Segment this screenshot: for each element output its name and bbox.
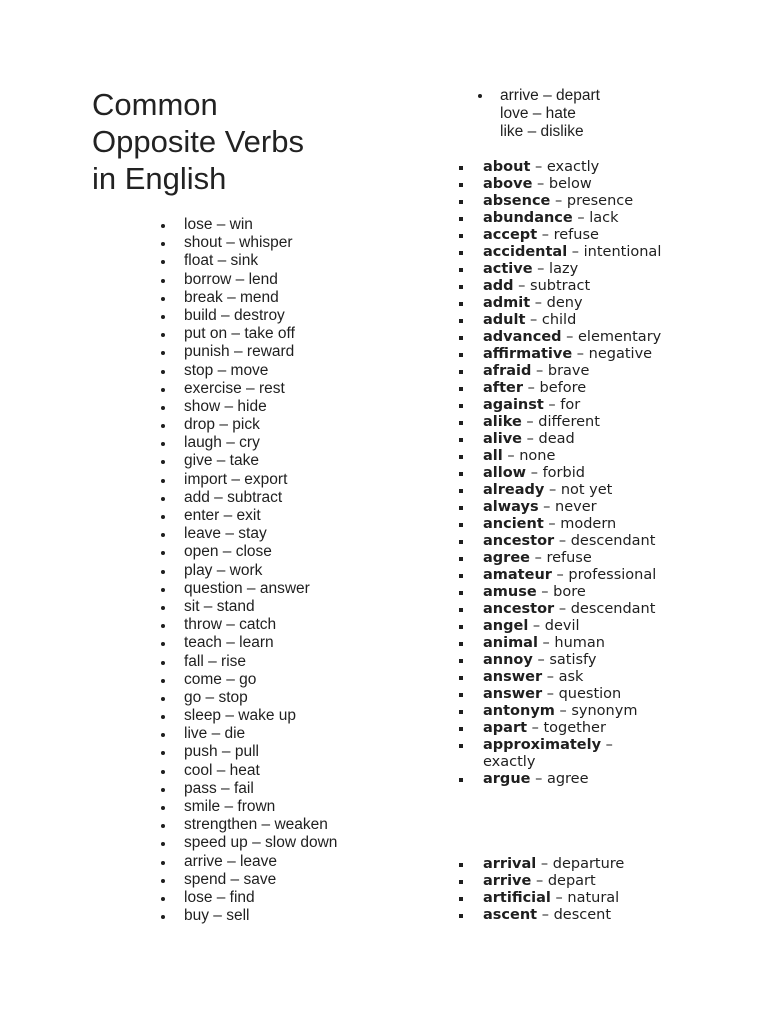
dash-separator: – bbox=[567, 244, 584, 260]
dash-separator: – bbox=[527, 720, 544, 736]
headword: amateur bbox=[483, 567, 552, 583]
opposite-item bbox=[458, 193, 663, 210]
dash-separator: – bbox=[551, 567, 569, 583]
dash-separator: – bbox=[530, 159, 547, 175]
opposites-list-a bbox=[458, 159, 663, 788]
dash-separator: – bbox=[544, 482, 561, 498]
dash-separator: – bbox=[536, 584, 554, 600]
opposite-word: satisfy bbox=[549, 652, 597, 668]
headword: alive bbox=[483, 431, 523, 447]
dash-separator: – bbox=[531, 873, 548, 889]
opposite-item bbox=[458, 329, 663, 346]
dash-separator: – bbox=[526, 465, 543, 481]
opposite-item bbox=[458, 601, 663, 618]
opposite-word: together bbox=[543, 720, 606, 736]
verb-pair-item: leave – stay bbox=[160, 525, 337, 543]
dash-separator: – bbox=[528, 618, 545, 634]
headword: ancient bbox=[483, 516, 544, 532]
opposite-word: lack bbox=[589, 210, 619, 226]
verb-pair-item: build – destroy bbox=[160, 307, 337, 325]
dash-separator: – bbox=[572, 210, 590, 226]
opposite-item bbox=[458, 686, 663, 703]
opposite-word: modern bbox=[560, 516, 617, 532]
headword: agree bbox=[483, 550, 530, 566]
headword: amuse bbox=[483, 584, 537, 600]
headword: adult bbox=[483, 312, 526, 328]
opposite-item bbox=[458, 635, 663, 652]
opposite-word: professional bbox=[568, 567, 657, 583]
opposite-word: before bbox=[539, 380, 587, 396]
headword: ancestor bbox=[483, 533, 555, 549]
verb-pair-item: question – answer bbox=[160, 580, 337, 598]
dash-separator: – bbox=[554, 533, 571, 549]
verb-pair-item: come – go bbox=[160, 671, 337, 689]
dash-separator: – bbox=[537, 227, 554, 243]
headword: answer bbox=[483, 669, 543, 685]
pair-line: love – hate bbox=[500, 105, 576, 122]
dash-separator: – bbox=[537, 907, 554, 923]
opposite-item bbox=[458, 499, 663, 516]
headword: absence bbox=[483, 193, 551, 209]
verb-pair-item: borrow – lend bbox=[160, 271, 337, 289]
dash-separator: – bbox=[525, 312, 542, 328]
opposite-item bbox=[458, 227, 663, 244]
opposite-item bbox=[458, 652, 663, 669]
opposite-word: departure bbox=[552, 856, 625, 872]
headword: argue bbox=[483, 771, 531, 787]
headword: afraid bbox=[483, 363, 532, 379]
opposite-item bbox=[458, 414, 663, 431]
dash-separator: – bbox=[537, 635, 555, 651]
title-line: Common bbox=[92, 87, 218, 122]
opposite-item bbox=[458, 159, 663, 176]
dash-separator: – bbox=[532, 652, 550, 668]
dash-separator: – bbox=[523, 380, 540, 396]
verb-pair-item: lose – win bbox=[160, 216, 337, 234]
opposite-word: exactly bbox=[483, 754, 536, 770]
headword: animal bbox=[483, 635, 538, 651]
headword: artificial bbox=[483, 890, 551, 906]
verb-pair-item: open – close bbox=[160, 543, 337, 561]
opposite-word: brave bbox=[547, 363, 590, 379]
dash-separator: – bbox=[502, 448, 520, 464]
headword: ancestor bbox=[483, 601, 555, 617]
verb-pair-item: pass – fail bbox=[160, 780, 337, 798]
opposite-item bbox=[458, 567, 663, 584]
headword: active bbox=[483, 261, 533, 277]
verb-pair-item: speed up – slow down bbox=[160, 834, 337, 852]
dash-separator: – bbox=[542, 669, 559, 685]
dash-separator: – bbox=[530, 771, 547, 787]
verb-pair-item: sleep – wake up bbox=[160, 707, 337, 725]
opposite-word: for bbox=[560, 397, 581, 413]
headword: always bbox=[483, 499, 539, 515]
headword: ascent bbox=[483, 907, 538, 923]
verb-pair-item: play – work bbox=[160, 562, 337, 580]
opposite-word: refuse bbox=[546, 550, 592, 566]
verb-pairs-list bbox=[160, 216, 337, 925]
dash-separator: – bbox=[550, 890, 568, 906]
verb-pair-item: cool – heat bbox=[160, 762, 337, 780]
opposite-item bbox=[458, 720, 663, 737]
dash-separator: – bbox=[531, 363, 548, 379]
opposite-item bbox=[458, 244, 663, 261]
headword: admit bbox=[483, 295, 531, 311]
verb-pair-item: add – subtract bbox=[160, 489, 337, 507]
opposite-word: question bbox=[558, 686, 622, 702]
headword: answer bbox=[483, 686, 543, 702]
dash-separator: – bbox=[561, 329, 579, 345]
headword: after bbox=[483, 380, 524, 396]
opposite-item bbox=[458, 873, 624, 890]
top-right-pairs bbox=[476, 87, 600, 141]
verb-pair-item: arrive – leave bbox=[160, 853, 337, 871]
opposite-word: none bbox=[519, 448, 556, 464]
verb-pair-item: put on – take off bbox=[160, 325, 337, 343]
verb-pair-item: throw – catch bbox=[160, 616, 337, 634]
opposite-word: deny bbox=[546, 295, 583, 311]
verb-pair-item: buy – sell bbox=[160, 907, 337, 925]
dash-separator: – bbox=[542, 686, 559, 702]
verb-pair-item: push – pull bbox=[160, 743, 337, 761]
opposite-item bbox=[458, 312, 663, 329]
dash-separator: – bbox=[529, 550, 547, 566]
opposite-word: descent bbox=[553, 907, 612, 923]
dash-separator: – bbox=[522, 431, 539, 447]
opposite-word: ask bbox=[558, 669, 584, 685]
page-title bbox=[92, 86, 372, 197]
verb-pair-item: lose – find bbox=[160, 889, 337, 907]
opposite-word: forbid bbox=[542, 465, 585, 481]
dash-separator: – bbox=[601, 737, 613, 753]
opposite-word: human bbox=[554, 635, 606, 651]
verb-pair-item: float – sink bbox=[160, 252, 337, 270]
opposite-word: descendant bbox=[570, 533, 656, 549]
headword: alike bbox=[483, 414, 522, 430]
opposite-item bbox=[458, 516, 663, 533]
opposite-item bbox=[458, 397, 663, 414]
verb-pair-item: shout – whisper bbox=[160, 234, 337, 252]
opposite-word: presence bbox=[566, 193, 634, 209]
dash-separator: – bbox=[572, 346, 589, 362]
headword: above bbox=[483, 176, 533, 192]
headword: apart bbox=[483, 720, 528, 736]
dash-separator: – bbox=[530, 295, 547, 311]
opposite-item bbox=[458, 890, 624, 907]
headword: about bbox=[483, 159, 531, 175]
opposite-item bbox=[458, 737, 663, 771]
opposite-word: negative bbox=[588, 346, 653, 362]
opposite-item bbox=[458, 465, 663, 482]
verb-pair-item: exercise – rest bbox=[160, 380, 337, 398]
dash-separator: – bbox=[543, 516, 561, 532]
headword: abundance bbox=[483, 210, 573, 226]
opposites-list-b bbox=[458, 856, 624, 924]
opposite-item bbox=[458, 771, 663, 788]
headword: against bbox=[483, 397, 544, 413]
dash-separator: – bbox=[521, 414, 539, 430]
headword: allow bbox=[483, 465, 527, 481]
verb-pair-item: enter – exit bbox=[160, 507, 337, 525]
verb-pair-item: drop – pick bbox=[160, 416, 337, 434]
opposite-word: elementary bbox=[578, 329, 662, 345]
pair-line: like – dislike bbox=[500, 123, 584, 140]
title-line: Opposite Verbs bbox=[92, 124, 304, 159]
opposite-item bbox=[458, 669, 663, 686]
opposite-item bbox=[458, 380, 663, 397]
opposite-word: depart bbox=[547, 873, 596, 889]
title-line: in English bbox=[92, 161, 227, 196]
pair-line: arrive – depart bbox=[500, 87, 600, 104]
headword: affirmative bbox=[483, 346, 573, 362]
opposite-item bbox=[458, 856, 624, 873]
verb-pair-item: show – hide bbox=[160, 398, 337, 416]
dash-separator: – bbox=[543, 397, 561, 413]
opposite-item bbox=[458, 584, 663, 601]
dash-separator: – bbox=[532, 176, 549, 192]
opposite-item bbox=[458, 907, 624, 924]
opposite-word: natural bbox=[567, 890, 620, 906]
opposite-word: intentional bbox=[583, 244, 662, 260]
opposite-word: descendant bbox=[570, 601, 656, 617]
verb-pair-item: punish – reward bbox=[160, 343, 337, 361]
opposite-item bbox=[458, 346, 663, 363]
dash-separator: – bbox=[554, 703, 572, 719]
opposite-word: subtract bbox=[530, 278, 591, 294]
dash-separator: – bbox=[532, 261, 550, 277]
opposite-item bbox=[458, 448, 663, 465]
headword: antonym bbox=[483, 703, 555, 719]
headword: annoy bbox=[483, 652, 533, 668]
headword: accidental bbox=[483, 244, 568, 260]
opposite-word: dead bbox=[538, 431, 575, 447]
verb-pair-item: smile – frown bbox=[160, 798, 337, 816]
headword: arrive bbox=[483, 873, 532, 889]
opposite-item bbox=[458, 533, 663, 550]
opposite-item bbox=[458, 431, 663, 448]
verb-pair-item: stop – move bbox=[160, 362, 337, 380]
opposite-item bbox=[458, 261, 663, 278]
opposite-item bbox=[458, 295, 663, 312]
headword: accept bbox=[483, 227, 538, 243]
verb-pair-item: spend – save bbox=[160, 871, 337, 889]
opposite-word: not yet bbox=[560, 482, 613, 498]
dash-separator: – bbox=[550, 193, 567, 209]
opposite-word: child bbox=[541, 312, 577, 328]
verb-pair-item: break – mend bbox=[160, 289, 337, 307]
verb-pair-item: laugh – cry bbox=[160, 434, 337, 452]
opposite-item bbox=[458, 618, 663, 635]
opposite-word: never bbox=[555, 499, 597, 515]
opposite-word: lazy bbox=[549, 261, 579, 277]
dash-separator: – bbox=[538, 499, 556, 515]
opposite-item bbox=[458, 278, 663, 295]
verb-pair-item: live – die bbox=[160, 725, 337, 743]
headword: add bbox=[483, 278, 514, 294]
headword: approximately bbox=[483, 737, 602, 753]
dash-separator: – bbox=[513, 278, 531, 294]
opposite-word: synonym bbox=[571, 703, 638, 719]
dash-separator: – bbox=[536, 856, 553, 872]
opposite-word: exactly bbox=[546, 159, 600, 175]
opposite-item bbox=[458, 363, 663, 380]
dash-separator: – bbox=[554, 601, 571, 617]
opposite-word: devil bbox=[544, 618, 580, 634]
headword: angel bbox=[483, 618, 529, 634]
opposite-item bbox=[458, 210, 663, 227]
verb-pair-item: import – export bbox=[160, 471, 337, 489]
verb-pair-item: go – stop bbox=[160, 689, 337, 707]
bullet-icon bbox=[478, 94, 482, 98]
verb-pair-item: fall – rise bbox=[160, 653, 337, 671]
verb-pair-item: sit – stand bbox=[160, 598, 337, 616]
verb-pair-item: give – take bbox=[160, 452, 337, 470]
opposite-item bbox=[458, 703, 663, 720]
opposite-item bbox=[458, 482, 663, 499]
verb-pair-item: teach – learn bbox=[160, 634, 337, 652]
headword: arrival bbox=[483, 856, 537, 872]
opposite-item bbox=[458, 176, 663, 193]
opposite-word: different bbox=[538, 414, 600, 430]
headword: already bbox=[483, 482, 545, 498]
opposite-item bbox=[458, 550, 663, 567]
headword: advanced bbox=[483, 329, 562, 345]
verb-pair-item: strengthen – weaken bbox=[160, 816, 337, 834]
opposite-word: below bbox=[548, 176, 592, 192]
opposite-word: bore bbox=[553, 584, 586, 600]
headword: all bbox=[483, 448, 503, 464]
opposite-word: agree bbox=[546, 771, 589, 787]
opposite-word: refuse bbox=[553, 227, 599, 243]
